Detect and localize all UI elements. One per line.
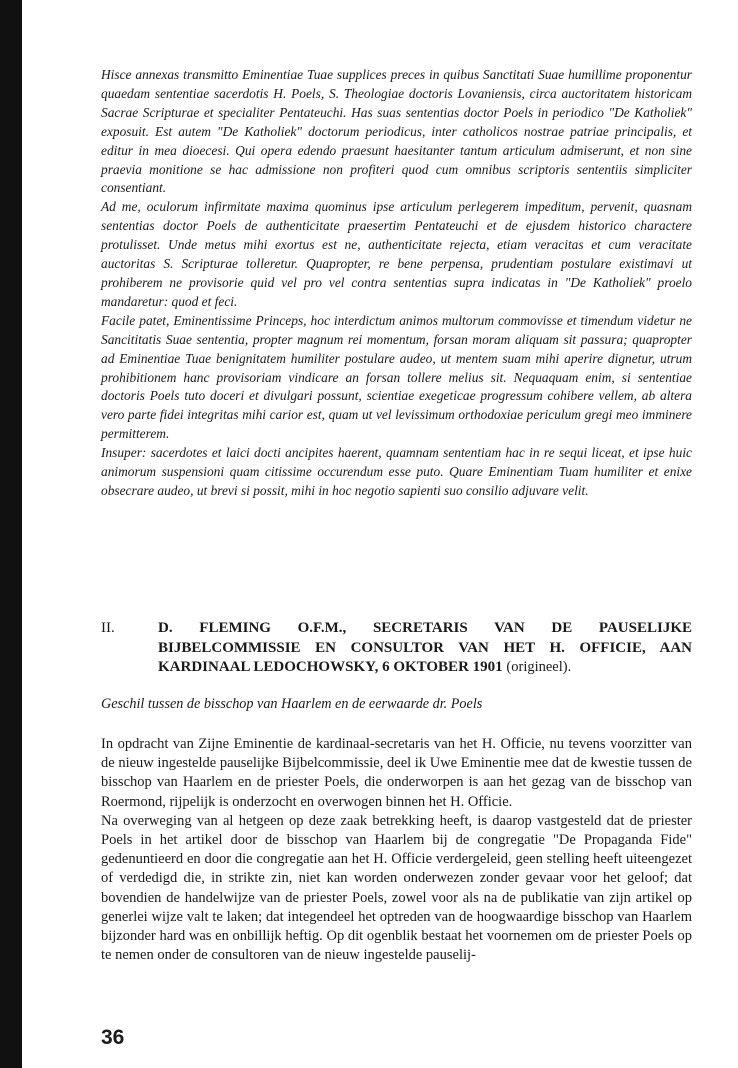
page-number: 36 — [101, 1026, 125, 1049]
latin-letter-body — [101, 66, 692, 501]
latin-paragraph: Hisce annexas transmitto Eminentiae Tuae supplices preces in quibus Sanctitati Suae humillime proponentur quaedam sententiae sacerdotis H. Poels, S. Theologiae doctoris Lovaniensis, circa auctoritatem historicam Sacrae Scripturae et specialiter Pentateuchi. Has suas sententias doctor Poels in periodico "De Katholiek" exposuit. Est autem "De Katholiek" doctorum periodicus, inter catholicos nostrae patriae principalis, et editur in mea dioecesi. Qui opera edendo praesunt haesitanter tantum articulum admiserunt, et non sine praevia monitione se hac admissione non profiteri quod cum omnibus scriptoris sententiis simpliciter consentiant. — [101, 67, 692, 196]
section-heading — [158, 619, 692, 678]
section-number: II. — [101, 620, 115, 636]
section-heading-text: D. FLEMING O.F.M., SECRETARIS VAN DE PAUSELIJKE BIJBELCOMMISSIE EN CONSULTOR VAN HET H. OFFICIE, AAN KARDINAAL LEDOCHOWSKY, 6 OKTOBER 1901 — [158, 620, 692, 676]
section-heading-note: (origineel). — [506, 659, 572, 676]
latin-paragraph: Facile patet, Eminentissime Princeps, hoc interdictum animos multorum commovisse et timendum videtur ne Sancititatis Suae sententia, propter magnum rei momentum, forsan moram aliquam sit passura; quapropter ad Eminentiae Tuae benignitatem humiliter postulare audeo, ut mentem suam mihi aperire dignetur, utrum prohibitionem hanc provisoriam vindicare an forsan tollere melius sit. Nequaquam enim, si sententiae doctoris Poels tuto doceri et divulgari possunt, scientiae exegeticae progressum cohibere vellem, ab altera vero parte fidei integritas mihi carior est, quam ut vel levissimum orthodoxiae periculum gregi meo imminere permitterem. — [101, 312, 692, 442]
dutch-paragraph: In opdracht van Zijne Eminentie de kardinaal-secretaris van het H. Officie, nu tevens voorzitter van de nieuw ingestelde pauselijke Bijbelcommissie, deel ik Uwe Eminentie mee dat de kwestie tussen de bisschop van Haarlem en de priester Poels, die onderworpen is aan het gezag van de bisschop van Roermond, rijpelijk is onderzocht en overwogen binnen het H. Officie. — [101, 736, 692, 810]
latin-paragraph: Ad me, oculorum infirmitate maxima quominus ipse articulum perlegerem impeditum, pervenit, quasnam sententias doctor Poels de authenticitate praesertim Pentateuchi et de ejusdem historico charactere protulisset. Unde metus mihi exortus est ne, authenticitate rejecta, etiam veracitas et cum veracitate auctoritas S. Scripturae tolleretur. Quapropter, re bene perpensa, prudentiam postulare existimavi ut prohiberem ne provisorie quid vel pro vel contra sententias supra indicatas in "De Katholiek" proelo mandaretur: quod et feci. — [101, 199, 692, 309]
scan-edge-bar — [0, 0, 22, 1068]
dutch-letter-body — [101, 735, 692, 965]
latin-paragraph: Insuper: sacerdotes et laici docti ancipites haerent, quamnam sententiam hac in re sequi liceat, et ipse huic animorum suspensioni quam citissime occurendum esse puto. Quare Eminentiam Tuam humiliter et enixe obsecrare audeo, ut brevi si possit, mihi in hoc negotio sapienti suo consilio adjuvare velit. — [101, 445, 692, 498]
dutch-paragraph: Na overweging van al hetgeen op deze zaak betrekking heeft, is daarop vastgesteld dat de priester Poels in het artikel door de bisschop van Haarlem bij de congregatie "De Propaganda Fide" gedenuntieerd en door die congregatie aan het H. Officie verdergeleid, geen stelling heeft uiteengezet of verdedigd die, in strikte zin, niet kan worden onderwezen zonder gevaar voor het geloof; dat bovendien de handelwijze van de priester Poels, zowel voor als na de publikatie van zijn artikel op generlei wijze valt te laken; dat integendeel het optreden van de hoogwaardige bisschop van Haarlem bijzonder hard was en onbillijk heftig. Op dit ogenblik bestaat het voornemen om de priester Poels op te nemen onder de consultoren van de nieuw ingestelde pauselij- — [101, 812, 692, 964]
section-subtitle: Geschil tussen de bisschop van Haarlem en de eerwaarde dr. Poels — [101, 696, 483, 712]
